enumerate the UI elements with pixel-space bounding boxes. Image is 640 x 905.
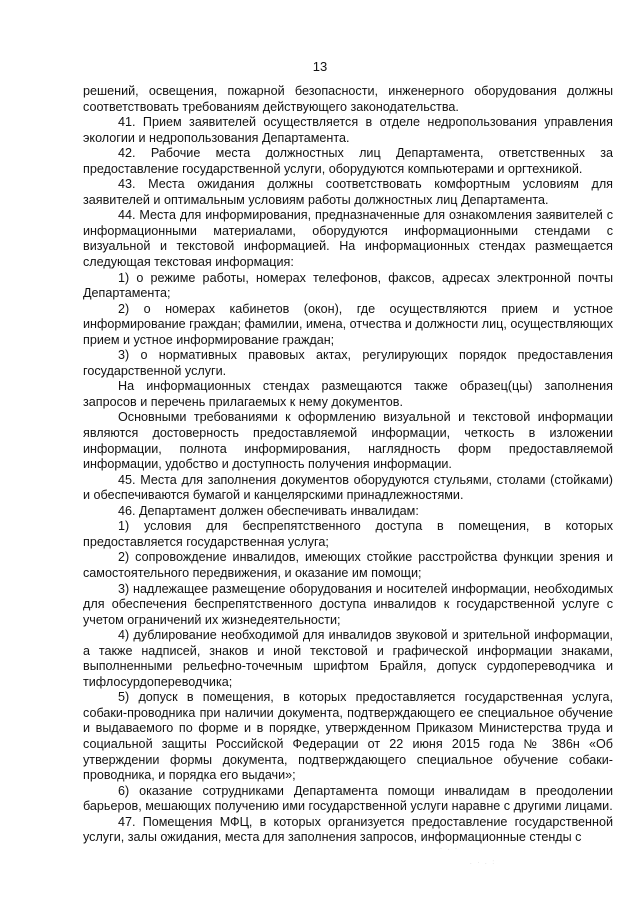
paragraph: 45. Места для заполнения документов оборудуются стульями, столами (стойками) и обеспечиваются бумагой и канцелярскими принадлежностями. <box>83 472 613 503</box>
paragraph: 2) сопровождение инвалидов, имеющих стойкие расстройства функции зрения и самостоятельного передвижения, и оказание им помощи; <box>83 550 613 580</box>
document-body <box>83 84 613 846</box>
paragraph: 44. Места для информирования, предназначенные для ознакомления заявителей с информационными материалами, оборудуются информационными стендами с визуальной и текстовой информацией. На информационных стендах размещается следующая текстовая информация: <box>83 208 613 270</box>
paragraph: 6) оказание сотрудниками Департамента помощи инвалидам в преодолении барьеров, мешающих получению ими государственной услуги наравне с другими лицами. <box>83 783 613 814</box>
paragraph: 41. Прием заявителей осуществляется в отделе недропользования управления экологии и недропользования Департамента. <box>83 115 613 145</box>
paragraph: 46. Департамент должен обеспечивать инвалидам: <box>118 503 419 518</box>
paragraph: 4) дублирование необходимой для инвалидов звуковой и зрительной информации, а также надписей, знаков и иной текстовой и графической информации знаками, выполненными рельефно-точечным шрифтом Брайля, допуск сурдопереводчика и тифлосурдопереводчика; <box>83 628 613 689</box>
page-number: 13 <box>312 59 328 74</box>
paragraph: 1) о режиме работы, номерах телефонов, факсов, адресах электронной почты Департамента; <box>83 270 613 301</box>
paragraph: На информационных стендах размещаются также образец(цы) заполнения запросов и перечень прилагаемых к нему документов. <box>83 379 613 409</box>
scan-noise: . · . : <box>470 860 496 866</box>
paragraph: 3) о нормативных правовых актах, регулирующих порядок предоставления государственной услуги. <box>83 348 613 378</box>
paragraph: Основными требованиями к оформлению визуальной и текстовой информации являются достоверность предоставляемой информации, четкость в изложении информации, полнота информирования, наглядность форм предоставляемой информации, удобство и доступность получения информации. <box>83 410 613 472</box>
paragraph: 42. Рабочие места должностных лиц Департамента, ответственных за предоставление государственной услуги, оборудуются компьютерами и оргтехникой. <box>83 146 613 176</box>
paragraph: 43. Места ожидания должны соответствовать комфортным условиям для заявителей и оптимальным условиям работы должностных лиц Департамента. <box>83 177 613 207</box>
scan-noise: · . · <box>440 846 459 852</box>
paragraph: решений, освещения, пожарной безопасности, инженерного оборудования должны соответствовать требованиям действующего законодательства. <box>83 84 613 114</box>
paragraph: 5) допуск в помещения, в которых предоставляется государственная услуга, собаки-проводника при наличии документа, подтверждающего ее специальное обучение и выдаваемого по форме и в порядке, утвержденном Приказом Министерства труда и социальной защиты Российской Федерации от 22 июня 2015 года № 386н «Об утверждении формы документа, подтверждающего специальное обучение собаки-проводника, и порядка его выдачи»; <box>83 690 613 783</box>
paragraph: 3) надлежащее размещение оборудования и носителей информации, необходимых для обеспечения беспрепятственного доступа инвалидов к государственной услуге с учетом ограничений их жизнедеятельности; <box>83 581 613 627</box>
paragraph: 47. Помещения МФЦ, в которых организуется предоставление государственной услуги, залы ожидания, места для заполнения запросов, информационные стенды с <box>83 814 613 845</box>
paragraph: 1) условия для беспрепятственного доступа в помещения, в которых предоставляется государственная услуга; <box>83 519 613 549</box>
paragraph: 2) о номерах кабинетов (окон), где осуществляются прием и устное информирование граждан; фамилии, имена, отчества и должности лиц, осуществляющих прием и устное информирование граждан; <box>83 301 613 347</box>
